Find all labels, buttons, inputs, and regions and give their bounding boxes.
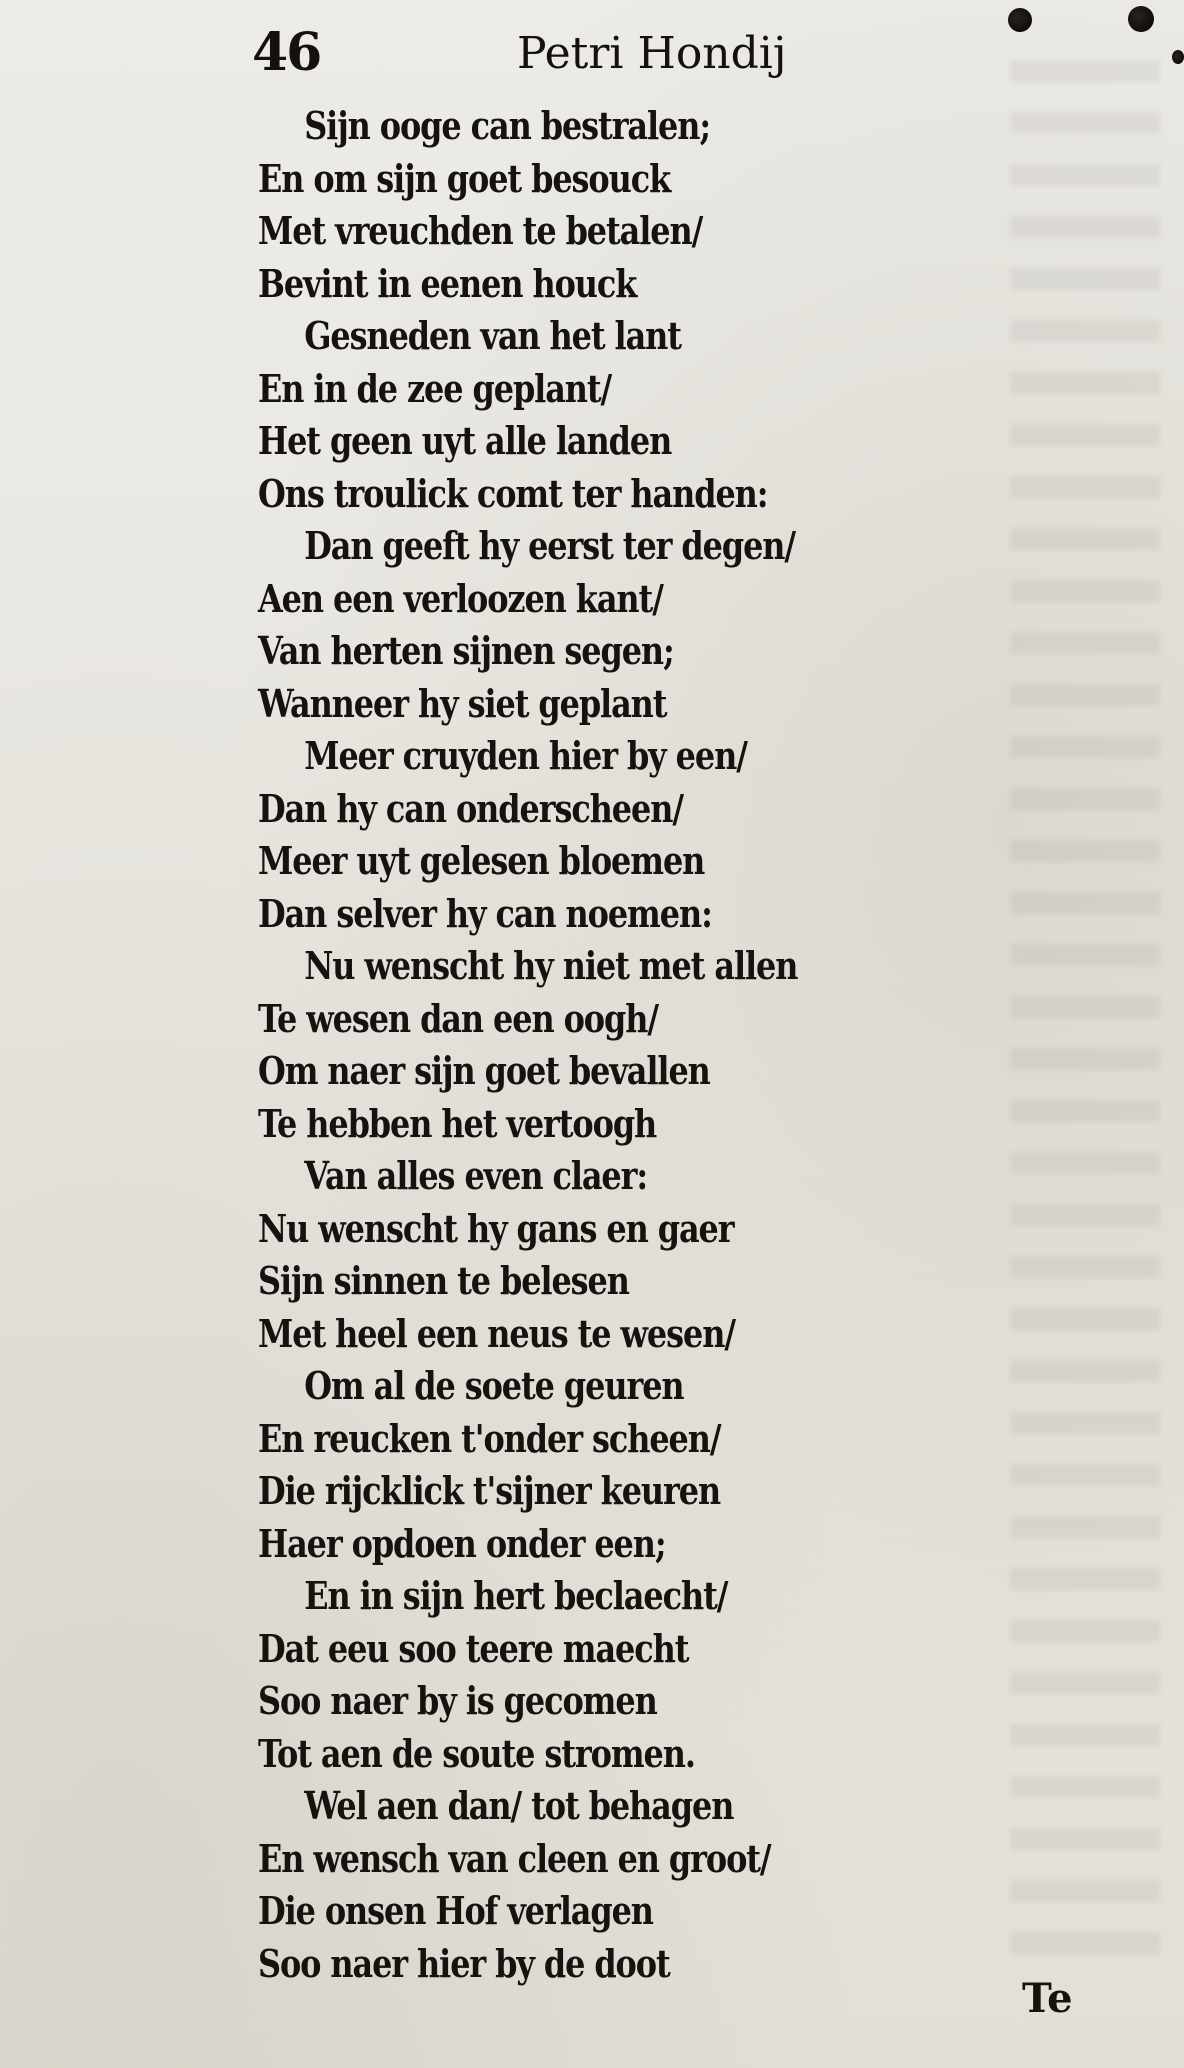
wormhole bbox=[1008, 8, 1032, 32]
verse-line: Sijn ooge can bestralen; bbox=[304, 103, 711, 148]
verse-line: Van herten sijnen segen; bbox=[258, 628, 674, 673]
verse-line: Nu wenscht hy niet met allen bbox=[304, 943, 798, 988]
verse-line: Bevint in eenen houck bbox=[258, 260, 637, 306]
show-through-text bbox=[1010, 60, 1160, 1960]
verse-line: Meer cruyden hier by een/ bbox=[304, 733, 747, 778]
page-header bbox=[252, 22, 872, 92]
verse-line: En wensch van cleen en groot/ bbox=[258, 1835, 771, 1881]
verse-line: En om sijn goet besouck bbox=[258, 155, 671, 201]
poem-text bbox=[258, 100, 1018, 1990]
verse-line: Gesneden van het lant bbox=[304, 313, 681, 358]
verse-line: Tot aen de soute stromen. bbox=[258, 1730, 695, 1776]
verse-line: Te hebben het vertoogh bbox=[258, 1100, 657, 1146]
verse-line: Dan hy can onderscheen/ bbox=[258, 785, 683, 831]
page-number: 46 bbox=[252, 22, 321, 83]
verse-line: Wel aen dan/ tot behagen bbox=[304, 1783, 734, 1828]
verse-line: Te wesen dan een oogh/ bbox=[258, 995, 658, 1041]
verse-line: Die rijcklick t'sijner keuren bbox=[258, 1468, 721, 1513]
wormhole bbox=[1128, 6, 1154, 32]
verse-line: Die onsen Hof verlagen bbox=[258, 1888, 653, 1933]
verse-line: Wanneer hy siet geplant bbox=[258, 680, 667, 726]
verse-line: Sijn sinnen te belesen bbox=[258, 1258, 629, 1303]
catchword: Te bbox=[1022, 1975, 1073, 2022]
verse-line: Soo naer by is gecomen bbox=[258, 1678, 657, 1723]
verse-line: En reucken t'onder scheen/ bbox=[258, 1415, 721, 1461]
verse-line: Soo naer hier by de doot bbox=[258, 1940, 670, 1986]
verse-line: Nu wenscht hy gans en gaer bbox=[258, 1205, 734, 1251]
verse-line: En in sijn hert beclaecht/ bbox=[304, 1573, 728, 1618]
verse-line: En in de zee geplant/ bbox=[258, 365, 612, 411]
verse-line: Meer uyt gelesen bloemen bbox=[258, 838, 705, 883]
verse-line: Haer opdoen onder een; bbox=[258, 1520, 666, 1566]
verse-line: Met heel een neus te wesen/ bbox=[258, 1310, 735, 1356]
verse-line: Om al de soete geuren bbox=[304, 1363, 684, 1408]
verse-line: Met vreuchden te betalen/ bbox=[258, 208, 703, 253]
running-head: Petri Hondij bbox=[517, 28, 787, 79]
verse-line: Van alles even claer: bbox=[304, 1153, 648, 1198]
verse-line: Ons troulick comt ter handen: bbox=[258, 470, 768, 516]
verse-line: Dat eeu soo teere maecht bbox=[258, 1625, 689, 1671]
verse-line: Aen een verloozen kant/ bbox=[258, 575, 663, 621]
verse-line: Om naer sijn goet bevallen bbox=[258, 1048, 710, 1093]
verse-line: Dan selver hy can noemen: bbox=[258, 890, 712, 936]
verse-line: Dan geeft hy eerst ter degen/ bbox=[304, 523, 795, 568]
verse-line: Het geen uyt alle landen bbox=[258, 418, 672, 463]
wormhole bbox=[1172, 50, 1184, 64]
